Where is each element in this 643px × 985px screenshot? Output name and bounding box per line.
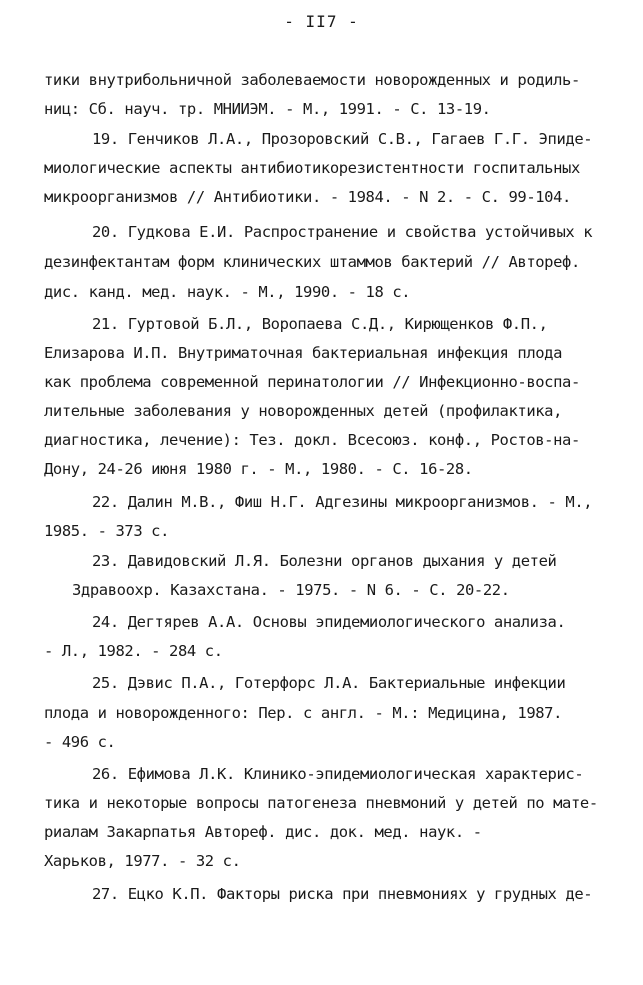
reference-entry-21: 21. Гуртовой Б.Л., Воропаева С.Д., Кирющенков Ф.П., — [92, 315, 548, 333]
reference-entry-19: 19. Генчиков Л.А., Прозоровский С.В., Гагаев Г.Г. Эпиде- — [92, 130, 593, 148]
text-line: дис. канд. мед. наук. - М., 1990. - 18 с. — [44, 283, 411, 301]
text-line: - Л., 1982. - 284 с. — [44, 642, 223, 660]
text-line: микроорганизмов // Антибиотики. - 1984. - N 2. - С. 99-104. — [44, 188, 571, 206]
text-line: Здравоохр. Казахстана. - 1975. - N 6. - С. 20-22. — [72, 581, 510, 599]
reference-entry-22: 22. Далин М.В., Фиш Н.Г. Адгезины микроорганизмов. - М., — [92, 493, 593, 511]
text-line: плода и новорожденного: Пер. с англ. - М.: Медицина, 1987. — [44, 704, 563, 722]
text-line: Дону, 24-26 июня 1980 г. - М., 1980. - С. 16-28. — [44, 460, 473, 478]
reference-entry-20: 20. Гудкова Е.И. Распространение и свойства устойчивых к — [92, 223, 593, 241]
text-line: - 496 с. — [44, 733, 116, 751]
text-line: лительные заболевания у новорожденных детей (профилактика, — [44, 402, 563, 420]
page-number: - II7 - — [284, 12, 359, 31]
reference-entry-23: 23. Давидовский Л.Я. Болезни органов дыхания у детей — [92, 552, 557, 570]
reference-entry-26: 26. Ефимова Л.К. Клинико-эпидемиологическая характерис- — [92, 765, 584, 783]
text-line: дезинфектантам форм клинических штаммов бактерий // Автореф. — [44, 253, 580, 271]
reference-entry-24: 24. Дегтярев А.А. Основы эпидемиологического анализа. — [92, 613, 566, 631]
text-line: 1985. - 373 с. — [44, 522, 170, 540]
text-line: миологические аспекты антибиотикорезистентности госпитальных — [44, 159, 580, 177]
reference-entry-25: 25. Дэвис П.А., Готерфорс Л.А. Бактериальные инфекции — [92, 674, 566, 692]
text-line: Елизарова И.П. Внутриматочная бактериальная инфекция плода — [44, 344, 563, 362]
text-line: риалам Закарпатья Автореф. дис. док. мед. наук. - — [44, 823, 482, 841]
text-line: как проблема современной перинатологии // Инфекционно-воспа- — [44, 373, 580, 391]
text-line: диагностика, лечение): Тез. докл. Всесоюз. конф., Ростов-на- — [44, 431, 580, 449]
text-line: ниц: Сб. науч. тр. МНИИЭМ. - М., 1991. - С. 13-19. — [44, 100, 491, 118]
text-line: тика и некоторые вопросы патогенеза пневмоний у детей по мате- — [44, 794, 598, 812]
text-line: тики внутрибольничной заболеваемости новорожденных и родиль- — [44, 71, 580, 89]
text-line: Харьков, 1977. - 32 с. — [44, 852, 241, 870]
reference-entry-27: 27. Ецко К.П. Факторы риска при пневмониях у грудных де- — [92, 885, 593, 903]
